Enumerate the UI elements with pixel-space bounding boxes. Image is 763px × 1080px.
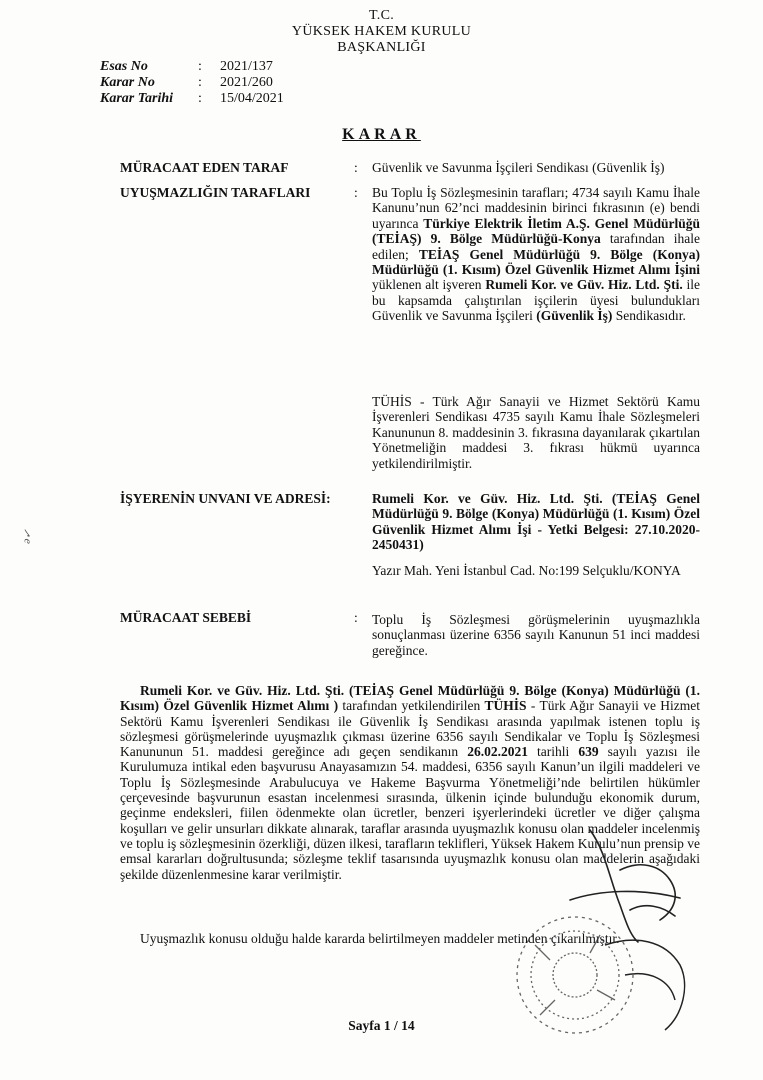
body-date: 26.02.2021 [467, 744, 528, 760]
case-meta [100, 59, 284, 107]
parties-text: yüklenen alt işveren [372, 277, 486, 293]
teias-konya: Türkiye Elektrik İletim A.Ş. Genel Müdürlüğü (TEİAŞ) 9. Bölge Müdürlüğü-Konya [372, 215, 700, 247]
body-tuhis: TÜHİS [484, 698, 527, 714]
parties-paragraph-1 [372, 185, 700, 324]
parties-text: Bu Toplu İş Sözleşmesinin tarafları; 4734 sayılı Kamu İhale Kanunu’nun 62’nci maddesinin birinci fıkrasının (e) bendi uyarınca [372, 185, 700, 231]
esas-no-colon: : [198, 59, 202, 74]
karar-tarihi-label: Karar Tarihi [100, 91, 174, 106]
applicant-label: MÜRACAAT EDEN TARAF [120, 160, 289, 175]
body-text: tarihli [527, 744, 579, 760]
margin-handwriting: ǝ✓ [20, 528, 35, 545]
header-presidency: BAŞKANLIĞI [337, 40, 426, 55]
employer-name: Rumeli Kor. ve Güv. Hiz. Ltd. Şti. (TEİAŞ Genel Müdürlüğü 9. Bölge (Konya) Müdürlüğü (1. Kısım) Özel Güvenlik Hizmet Alımı İşi - Yetki Belgesi: 27.10.2020-2450431) [372, 491, 700, 553]
esas-no-label: Esas No [100, 59, 148, 74]
body-text: tarafından yetkilendirilen [338, 698, 485, 714]
parties-text: tarafından ihale edilen; [372, 231, 700, 262]
body-number: 639 [578, 744, 599, 760]
esas-no-value: 2021/137 [220, 59, 273, 74]
parties-text: ile bu kapsamda çalıştırılan işçilerin üyesi bulundukları Güvenlik ve Savunma İşçileri [372, 277, 701, 324]
reason-value: Toplu İş Sözleşmesi görüşmelerinin uyuşmazlıkla sonuçlanması üzerine 6356 sayılı Kanunun 51 inci maddesi gereğince. [372, 612, 700, 658]
page-number: Sayfa 1 / 14 [348, 1018, 415, 1033]
body-text: sayılı yazısı ile Kurulumuza intikal eden başvurusu Anayasamızın 54. maddesi, 6356 sayılı Kanun’un ilgili maddeleri ve Toplu İş Sözleşmesinde Arabulucuya ve Hakeme Başvurma Yönetmeliği’nde belirtilen hükümler çerçevesinde başvurunun esastan incelenmesi sırasında, ülkenin içinde bulunduğu ekonomik durum, geçinme endeksleri, fiilen ödenmekte olan ücretler, benzeri işyerlerindeki ücretler ve diğer çalışma koşulları ve gelir unsurları dikkate alınarak, taraflar arasında uyuşmazlık konusu olan maddeler incelenmiş ve toplu iş sözleşmesinin özerkliği, düzen ilkesi, tarafların teklifleri, Yüksek Hakem Kurulu’nun prensip ve emsal kararları doğrultusunda; sözleşme teklif tasarısında uyuşmazlık konusu olan maddelerin aşağıdaki şekilde düzenlenmesine karar verilmiştir. [120, 744, 701, 882]
karar-tarihi-colon: : [198, 91, 202, 106]
body-company: Rumeli Kor. ve Güv. Hiz. Ltd. Şti. [140, 683, 345, 698]
body-text: - Türk Ağır Sanayii ve Hizmet Sektörü Kamu İşverenleri Sendikası ile Güvenlik İş Sendikası arasında yapılmak istenen toplu iş sözleşmesi görüşmelerinde uyuşmazlık çıkması üzerine 6356 sayılı Sendikalar ve Toplu İş Sözleşmesi Kanununun 51. maddesi gereğince adı geçen sendikanın [120, 698, 700, 760]
union-abbrev: (Güvenlik İş) [536, 308, 613, 324]
reason-label: MÜRACAAT SEBEBİ [120, 610, 252, 625]
parties-colon: : [354, 185, 358, 200]
subcontractor-name: Rumeli Kor. ve Güv. Hiz. Ltd. Şti. [485, 277, 683, 293]
decision-title-text: KARAR [342, 126, 421, 143]
reason-colon: : [354, 610, 358, 625]
employer-label: İŞYERENİN UNVANI VE ADRESİ: [120, 491, 331, 506]
decision-title [0, 126, 763, 144]
karar-tarihi-value: 15/04/2021 [220, 91, 284, 106]
employer-address: Yazır Mah. Yeni İstanbul Cad. No:199 Selçuklu/KONYA [372, 563, 681, 578]
karar-no-label: Karar No [100, 75, 155, 90]
header-tc: T.C. [368, 8, 395, 23]
karar-no-colon: : [198, 75, 202, 90]
decision-body-note: Uyuşmazlık konusu olduğu halde kararda belirtilmeyen maddeler metinden çıkarılmıştır. [140, 931, 620, 946]
tender-name: TEİAŞ Genel Müdürlüğü 9. Bölge (Konya) Müdürlüğü (1. Kısım) Özel Güvenlik Hizmet Alımı İşini [372, 246, 700, 278]
parties-label: UYUŞMAZLIĞIN TARAFLARI [120, 185, 311, 200]
karar-no-value: 2021/260 [220, 75, 273, 90]
header-institution: YÜKSEK HAKEM KURULU [291, 24, 472, 39]
body-tender: (TEİAŞ Genel Müdürlüğü 9. Bölge (Konya) Müdürlüğü (1. Kısım) Özel Güvenlik Hizmet Alımı ) [120, 683, 700, 714]
applicant-value: Güvenlik ve Savunma İşçileri Sendikası (Güvenlik İş) [372, 160, 665, 175]
parties-text: Sendikasıdır. [612, 308, 686, 324]
applicant-colon: : [354, 160, 358, 175]
official-stamp-icon [505, 905, 745, 1065]
parties-paragraph-2: TÜHİS - Türk Ağır Sanayii ve Hizmet Sektörü Kamu İşverenleri Sendikası 4735 sayılı Kamu İhale Sözleşmeleri Kanununun 8. maddesinin 3. fıkrasına dayanılarak çıkartılan Yönetmeliğin maddesi 3. fıkrası hükmü uyarınca yetkilendirilmiştir. [372, 394, 700, 471]
